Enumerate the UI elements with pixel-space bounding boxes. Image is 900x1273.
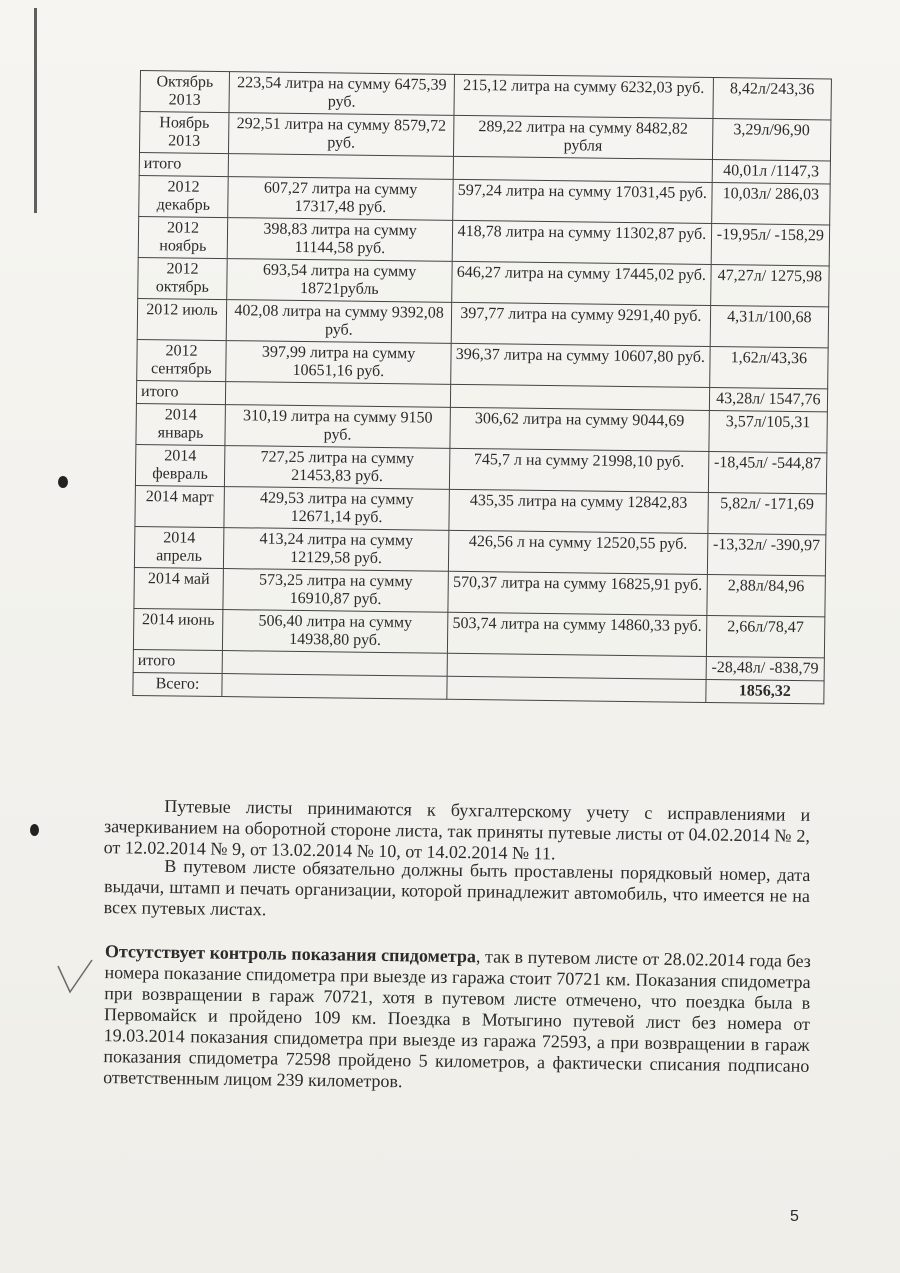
period-cell: 2012 июль (137, 298, 226, 340)
paragraph-speedometer (103, 941, 811, 1098)
difference-cell: 47,27л/ 1275,98 (710, 264, 829, 306)
liters-sum-cell: 570,37 литра на сумму 16825,91 руб. (448, 571, 707, 615)
period-cell: 2014 март (135, 485, 224, 527)
liters-sum-cell: 429,53 литра на сумму 12671,14 руб. (224, 487, 450, 531)
liters-sum-cell: 646,27 литра на сумму 17445,02 руб. (452, 261, 711, 305)
liters-sum-cell (228, 154, 453, 180)
liters-sum-cell (453, 156, 712, 182)
page-number: 5 (790, 1208, 799, 1225)
liters-sum-cell: 435,35 литра на сумму 12842,83 (449, 489, 708, 533)
period-cell: 2012 декабрь (139, 175, 228, 217)
period-cell: 2014 июнь (133, 608, 222, 650)
period-cell: 2014 апрель (134, 526, 223, 568)
fuel-table (132, 70, 832, 704)
liters-sum-cell: 693,54 литра на сумму 18721рубль (227, 259, 453, 303)
liters-sum-cell: 573,25 литра на сумму 16910,87 руб. (223, 569, 449, 613)
period-cell: итого (139, 152, 228, 176)
liters-sum-cell: 223,54 литра на сумму 6475,39 руб. (229, 72, 455, 116)
period-cell: 2014 февраль (135, 444, 224, 486)
liters-sum-cell (222, 651, 447, 677)
ink-speck (30, 824, 39, 836)
difference-cell: 1,62л/43,36 (709, 346, 828, 388)
liters-sum-cell: 745,7 л на сумму 21998,10 руб. (449, 448, 708, 492)
liters-sum-cell: 426,56 л на сумму 12520,55 руб. (448, 530, 707, 574)
paragraph-waybill-requirements (104, 855, 811, 928)
paragraph-text: В путевом листе обязательно должны быть проставлены порядковый номер, дата выдачи, штамп и печать организации, которой принадлежит автомобиль, что имеется не на всех путевых листах. (103, 855, 811, 920)
difference-cell: 43,28л/ 1547,76 (709, 387, 828, 411)
checkmark-icon (54, 958, 94, 998)
liters-sum-cell (447, 653, 706, 679)
liters-sum-cell: 215,12 литра на сумму 6232,03 руб. (454, 74, 713, 118)
period-cell: 2012 ноябрь (138, 216, 227, 258)
liters-sum-cell: 413,24 литра на сумму 12129,58 руб. (223, 528, 449, 572)
difference-cell: 2,88л/84,96 (707, 574, 826, 616)
liters-sum-cell: 506,40 литра на сумму 14938,80 руб. (222, 610, 448, 654)
paragraph-text (103, 941, 811, 1098)
difference-cell: 2,66л/78,47 (706, 615, 825, 657)
paragraph-lead-bold: Отсутствует контроль показания спидометра (104, 941, 477, 967)
liters-sum-cell: 398,83 литра на сумму 11144,58 руб. (227, 218, 453, 262)
liters-sum-cell (450, 384, 709, 410)
period-cell: итого (133, 649, 222, 673)
period-cell: Октябрь 2013 (140, 71, 229, 113)
fuel-table-body (133, 71, 832, 704)
period-cell: 2014 май (134, 567, 223, 609)
difference-cell: -28,48л/ -838,79 (706, 656, 825, 680)
liters-sum-cell: 727,25 литра на сумму 21453,83 руб. (224, 446, 450, 490)
liters-sum-cell: 597,24 литра на сумму 17031,45 руб. (453, 179, 712, 223)
difference-cell: -13,32л/ -390,97 (707, 533, 826, 575)
liters-sum-cell (447, 676, 706, 702)
period-cell: 2014 январь (136, 403, 225, 445)
liters-sum-cell: 607,27 литра на сумму 17317,48 руб. (228, 177, 454, 221)
liters-sum-cell: 418,78 литра на сумму 11302,87 руб. (452, 220, 711, 264)
liters-sum-cell (225, 382, 450, 408)
period-cell: итого (136, 380, 225, 404)
liters-sum-cell: 397,99 литра на сумму 10651,16 руб. (226, 341, 452, 385)
difference-cell: 3,29л/96,90 (712, 118, 831, 160)
difference-cell: 10,03л/ 286,03 (711, 182, 830, 224)
liters-sum-cell: 402,08 литра на сумму 9392,08 руб. (226, 300, 452, 344)
period-cell: 2012 сентябрь (137, 339, 226, 381)
liters-sum-cell: 289,22 литра на сумму 8482,82 рубля (454, 115, 713, 159)
binder-mark (34, 8, 37, 213)
liters-sum-cell: 306,62 литра на сумму 9044,69 (450, 407, 709, 451)
period-cell: Ноябрь 2013 (139, 112, 228, 154)
liters-sum-cell: 503,74 литра на сумму 14860,33 руб. (447, 612, 706, 656)
difference-cell: 8,42л/243,36 (713, 78, 832, 120)
paragraph-text: Путевые листы принимаются к бухгалтерскому учету с исправлениями и зачеркиванием на оборотной стороне листа, так приняты путевые листы от 04.02.2014 № 2, от 12.02.2014 № 9, от 13.02.2014 № 10, от 14.02.2014 № 11. (103, 795, 811, 864)
liters-sum-cell: 396,37 литра на сумму 10607,80 руб. (451, 343, 710, 387)
liters-sum-cell: 310,19 литра на сумму 9150 руб. (225, 405, 451, 449)
period-cell: 2012 октябрь (138, 257, 227, 299)
ink-speck (58, 476, 68, 488)
difference-cell: -18,45л/ -544,87 (708, 451, 827, 493)
period-cell: Всего: (133, 672, 222, 696)
difference-cell: 1856,32 (705, 679, 824, 703)
difference-cell: 5,82л/ -171,69 (708, 492, 827, 534)
paragraph-rest: , так в путевом листе от 28.02.2014 года без номера показание спидометра при выезде из гаража стоит 70721 км. Показания спидометра при возвращении в гараж 70721, хотя в путевом листе отмечено, что поездка была в Первомайск и пройдено 109 км. Поездка в Мотыгино путевой лист без номера от 19.03.2014 показания спидометра при выезде из гаража 72593, а при возвращении в гараж показания спидометра 72598 пройдено 5 километров, а фактически списания подписано ответственным лицом 239 километров. (103, 946, 812, 1092)
liters-sum-cell: 292,51 литра на сумму 8579,72 руб. (228, 113, 454, 157)
liters-sum-cell (222, 674, 447, 700)
difference-cell: -19,95л/ -158,29 (711, 223, 830, 265)
difference-cell: 4,31л/100,68 (710, 305, 829, 347)
liters-sum-cell: 397,77 литра на сумму 9291,40 руб. (451, 302, 710, 346)
difference-cell: 3,57л/105,31 (709, 410, 828, 452)
difference-cell: 40,01л /1147,3 (712, 159, 831, 183)
